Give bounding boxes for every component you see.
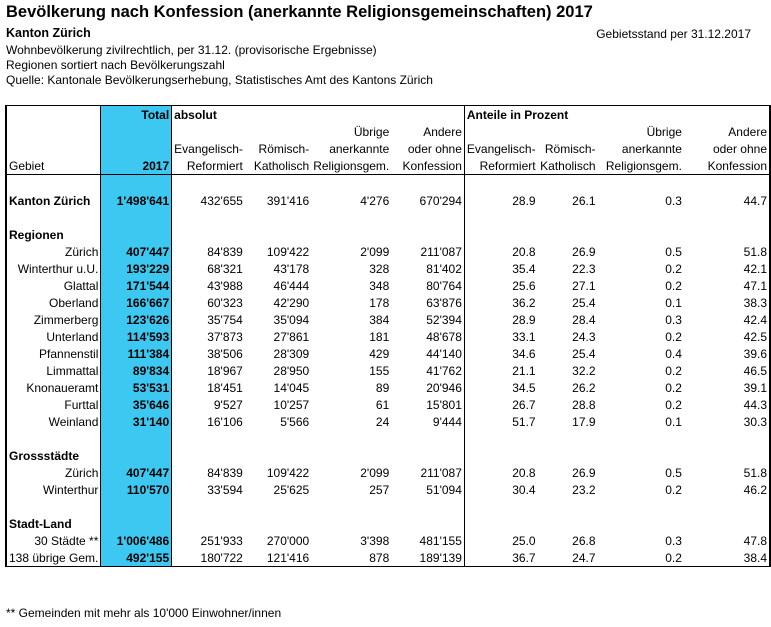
absolute-value: 181	[369, 329, 390, 344]
percent-value: 0.2	[665, 482, 682, 497]
absolute-value: 429	[369, 346, 390, 361]
absolute-value: 61	[375, 397, 390, 412]
percent-value: 0.2	[665, 397, 682, 412]
absolute-value: 257	[369, 482, 390, 497]
header-gebiet: Gebiet	[6, 157, 101, 175]
percent-value: 0.3	[665, 312, 682, 327]
percent-value: 28.8	[572, 397, 596, 412]
column-header-absolut: Katholisch	[245, 157, 311, 175]
header-absolut: absolut	[172, 106, 245, 124]
column-header-percent: oder ohne	[684, 140, 770, 157]
absolute-value: 481'155	[391, 532, 464, 549]
row-label: Weinland	[6, 413, 101, 430]
column-header-percent	[538, 123, 598, 140]
absolute-value: 46'444	[273, 278, 310, 293]
absolute-value: 37'873	[207, 329, 243, 344]
total-value: 114'593	[101, 328, 172, 345]
percent-value: 51.7	[512, 414, 536, 429]
absolute-value: 63'876	[391, 294, 464, 311]
percent-value: 17.9	[572, 414, 596, 429]
absolute-value: 109'422	[266, 465, 310, 480]
row-label: 138 übrige Gem.	[6, 549, 101, 567]
source-note: Quelle: Kantonale Bevölkerungserhebung, Statistisches Amt des Kantons Zürich	[6, 73, 433, 87]
absolute-value: 24	[375, 414, 390, 429]
data-table	[5, 105, 771, 567]
percent-value: 0.1	[665, 414, 682, 429]
total-value: 193'229	[101, 260, 172, 277]
absolute-value: 432'655	[200, 193, 243, 208]
absolute-value: 189'139	[391, 549, 464, 567]
percent-value: 24.3	[572, 329, 596, 344]
column-header-absolut: Evangelisch-	[174, 141, 243, 156]
absolute-value: 3'398	[360, 533, 390, 548]
absolute-value: 41'762	[391, 362, 464, 379]
column-header-percent: Andere	[684, 123, 770, 140]
absolute-value: 121'416	[245, 549, 311, 567]
total-value: 492'155	[101, 549, 172, 567]
column-header-absolut: Übrige	[353, 124, 390, 139]
section-heading: Regionen	[6, 226, 101, 243]
row-label: Winterthur	[6, 481, 101, 498]
percent-value: 0.5	[665, 465, 682, 480]
column-header-absolut: Römisch-	[258, 141, 310, 156]
table-row	[6, 481, 770, 498]
percent-value: 22.3	[572, 261, 596, 276]
percent-value: 25.4	[572, 346, 596, 361]
absolute-value: 43'178	[273, 261, 310, 276]
absolute-value: 328	[369, 261, 390, 276]
percent-value: 36.2	[512, 295, 536, 310]
percent-value: 0.1	[665, 295, 682, 310]
absolute-value: 38'506	[207, 346, 243, 361]
absolute-value: 80'764	[391, 277, 464, 294]
percent-value: 39.6	[684, 345, 770, 362]
absolute-value: 391'416	[266, 193, 310, 208]
column-header-percent: Römisch-	[544, 141, 596, 156]
table-header	[6, 106, 770, 175]
absolute-value: 81'402	[391, 260, 464, 277]
total-value: 89'834	[101, 362, 172, 379]
column-header-percent: Evangelisch-	[466, 141, 536, 156]
total-value: 1'006'486	[101, 532, 172, 549]
absolute-value: 89	[375, 380, 390, 395]
percent-value: 46.2	[684, 481, 770, 498]
page-subtitle: Kanton Zürich	[6, 26, 91, 40]
percent-value: 20.8	[512, 244, 536, 259]
percent-value: 51.8	[684, 243, 770, 260]
percent-value: 26.9	[572, 244, 596, 259]
percent-value: 38.3	[684, 294, 770, 311]
table-row	[6, 311, 770, 328]
table-row	[6, 549, 770, 567]
column-header-absolut: Reformiert	[172, 157, 245, 175]
row-label: Furttal	[6, 396, 101, 413]
column-header-percent: Reformiert	[464, 157, 537, 175]
absolute-value: 84'839	[207, 244, 243, 259]
absolute-value: 251'933	[200, 533, 243, 548]
percent-value: 39.1	[684, 379, 770, 396]
absolute-value: 28'950	[273, 363, 310, 378]
table-row	[6, 243, 770, 260]
row-label: Zürich	[6, 464, 101, 481]
percent-value: 44.3	[684, 396, 770, 413]
percent-value: 0.2	[598, 549, 684, 567]
percent-value: 47.8	[684, 532, 770, 549]
absolute-value: 18'967	[207, 363, 243, 378]
table-row	[6, 277, 770, 294]
absolute-value: 2'099	[360, 465, 390, 480]
absolute-value: 270'000	[266, 533, 310, 548]
percent-value: 26.8	[572, 533, 596, 548]
column-header-percent: Religionsgem.	[598, 157, 684, 175]
percent-value: 0.2	[665, 380, 682, 395]
total-value: 35'646	[101, 396, 172, 413]
percent-value: 20.8	[512, 465, 536, 480]
percent-value: 38.4	[684, 549, 770, 567]
footnote: ** Gemeinden mit mehr als 10'000 Einwohner/innen	[6, 606, 282, 620]
absolute-value: 211'087	[391, 464, 464, 481]
percent-value: 0.2	[665, 278, 682, 293]
column-header-absolut: Religionsgem.	[313, 158, 390, 173]
absolute-value: 48'678	[391, 328, 464, 345]
absolute-value: 52'394	[391, 311, 464, 328]
absolute-value: 35'754	[207, 312, 243, 327]
total-value: 53'531	[101, 379, 172, 396]
absolute-value: 25'625	[273, 482, 310, 497]
total-value: 166'667	[101, 294, 172, 311]
percent-value: 0.3	[665, 533, 682, 548]
table-row	[6, 294, 770, 311]
percent-value: 0.4	[665, 346, 682, 361]
column-header-absolut: Konfession	[391, 157, 464, 175]
percent-value: 26.2	[572, 380, 596, 395]
percent-value: 42.5	[684, 328, 770, 345]
header-year: 2017	[101, 157, 172, 175]
header-total: Total	[101, 106, 172, 124]
total-value: 1'498'641	[101, 192, 172, 209]
total-value: 171'544	[101, 277, 172, 294]
percent-value: 34.5	[512, 380, 536, 395]
column-header-absolut: anerkannte	[329, 141, 390, 156]
percent-value: 32.2	[572, 363, 596, 378]
column-header-absolut: Andere	[391, 123, 464, 140]
percent-value: 0.2	[665, 329, 682, 344]
percent-value: 26.9	[572, 465, 596, 480]
row-label: Glattal	[6, 277, 101, 294]
absolute-value: 9'527	[213, 397, 243, 412]
table-row	[6, 328, 770, 345]
percent-value: 34.6	[512, 346, 536, 361]
absolute-value: 178	[369, 295, 390, 310]
absolute-value: 28'309	[273, 346, 310, 361]
section-heading: Stadt-Land	[6, 515, 101, 532]
table-row	[6, 192, 770, 209]
percent-value: 42.1	[684, 260, 770, 277]
percent-value: 42.4	[684, 311, 770, 328]
absolute-value: 9'444	[391, 413, 464, 430]
absolute-value: 42'290	[273, 295, 310, 310]
percent-value: 25.0	[512, 533, 536, 548]
absolute-value: 155	[369, 363, 390, 378]
absolute-value: 180'722	[172, 549, 245, 567]
source-note: Wohnbevölkerung zivilrechtlich, per 31.12. (provisorische Ergebnisse)	[6, 43, 377, 57]
percent-value: 27.1	[572, 278, 596, 293]
row-label: Zürich	[6, 243, 101, 260]
percent-value: 36.7	[464, 549, 537, 567]
table-row	[6, 362, 770, 379]
percent-value: 30.4	[512, 482, 536, 497]
total-value: 123'626	[101, 311, 172, 328]
column-header-percent: Konfession	[684, 157, 770, 175]
column-header-percent	[464, 123, 537, 140]
absolute-value: 5'566	[280, 414, 310, 429]
table-row	[6, 532, 770, 549]
header-anteile: Anteile in Prozent	[464, 106, 684, 124]
absolute-value: 15'801	[391, 396, 464, 413]
section-heading: Grossstädte	[6, 447, 101, 464]
absolute-value: 16'106	[207, 414, 243, 429]
percent-value: 24.7	[538, 549, 598, 567]
percent-value: 0.3	[665, 193, 682, 208]
percent-value: 23.2	[572, 482, 596, 497]
absolute-value: 10'257	[273, 397, 310, 412]
column-header-percent: Übrige	[646, 124, 682, 139]
absolute-value: 211'087	[391, 243, 464, 260]
percent-value: 26.7	[512, 397, 536, 412]
table-row	[6, 345, 770, 362]
row-label: Pfannenstil	[6, 345, 101, 362]
absolute-value: 35'094	[273, 312, 310, 327]
percent-value: 28.9	[512, 193, 536, 208]
absolute-value: 68'321	[207, 261, 243, 276]
percent-value: 26.1	[572, 193, 596, 208]
percent-value: 0.5	[665, 244, 682, 259]
percent-value: 44.7	[684, 192, 770, 209]
absolute-value: 51'094	[391, 481, 464, 498]
column-header-percent: anerkannte	[621, 141, 682, 156]
table-row	[6, 379, 770, 396]
percent-value: 25.6	[512, 278, 536, 293]
column-header-absolut: oder ohne	[391, 140, 464, 157]
absolute-value: 878	[311, 549, 391, 567]
row-label: Unterland	[6, 328, 101, 345]
row-label: Knonaueramt	[6, 379, 101, 396]
gebietsstand-note: Gebietsstand per 31.12.2017	[596, 27, 751, 41]
column-header-absolut	[172, 123, 245, 140]
table-row	[6, 464, 770, 481]
absolute-value: 60'323	[207, 295, 243, 310]
total-value: 407'447	[101, 464, 172, 481]
percent-value: 21.1	[512, 363, 536, 378]
row-label: Zimmerberg	[6, 311, 101, 328]
percent-value: 46.5	[684, 362, 770, 379]
absolute-value: 44'140	[391, 345, 464, 362]
row-label: Winterthur u.U.	[6, 260, 101, 277]
absolute-value: 43'988	[207, 278, 243, 293]
source-note: Regionen sortiert nach Bevölkerungszahl	[6, 58, 225, 72]
row-label: 30 Städte **	[6, 532, 101, 549]
table-row	[6, 396, 770, 413]
absolute-value: 18'451	[207, 380, 243, 395]
absolute-value: 14'045	[273, 380, 310, 395]
table-row	[6, 260, 770, 277]
row-label: Oberland	[6, 294, 101, 311]
table-body	[6, 175, 770, 567]
percent-value: 0.2	[665, 261, 682, 276]
absolute-value: 2'099	[360, 244, 390, 259]
total-value: 31'140	[101, 413, 172, 430]
percent-value: 28.9	[512, 312, 536, 327]
absolute-value: 33'594	[207, 482, 243, 497]
percent-value: 47.1	[684, 277, 770, 294]
percent-value: 33.1	[512, 329, 536, 344]
row-label: Kanton Zürich	[6, 192, 101, 209]
absolute-value: 84'839	[207, 465, 243, 480]
percent-value: 30.3	[684, 413, 770, 430]
absolute-value: 348	[369, 278, 390, 293]
absolute-value: 670'294	[391, 192, 464, 209]
percent-value: 0.2	[665, 363, 682, 378]
percent-value: 28.4	[572, 312, 596, 327]
absolute-value: 4'276	[360, 193, 390, 208]
total-value: 111'384	[101, 345, 172, 362]
absolute-value: 384	[369, 312, 390, 327]
percent-value: 25.4	[572, 295, 596, 310]
percent-value: 51.8	[684, 464, 770, 481]
column-header-percent: Katholisch	[538, 157, 598, 175]
absolute-value: 27'861	[273, 329, 310, 344]
absolute-value: 20'946	[391, 379, 464, 396]
total-value: 407'447	[101, 243, 172, 260]
total-value: 110'570	[101, 481, 172, 498]
absolute-value: 109'422	[266, 244, 310, 259]
table-row	[6, 413, 770, 430]
page-title: Bevölkerung nach Konfession (anerkannte Religionsgemeinschaften) 2017	[6, 3, 593, 21]
column-header-absolut	[245, 123, 311, 140]
row-label: Limmattal	[6, 362, 101, 379]
percent-value: 35.4	[512, 261, 536, 276]
